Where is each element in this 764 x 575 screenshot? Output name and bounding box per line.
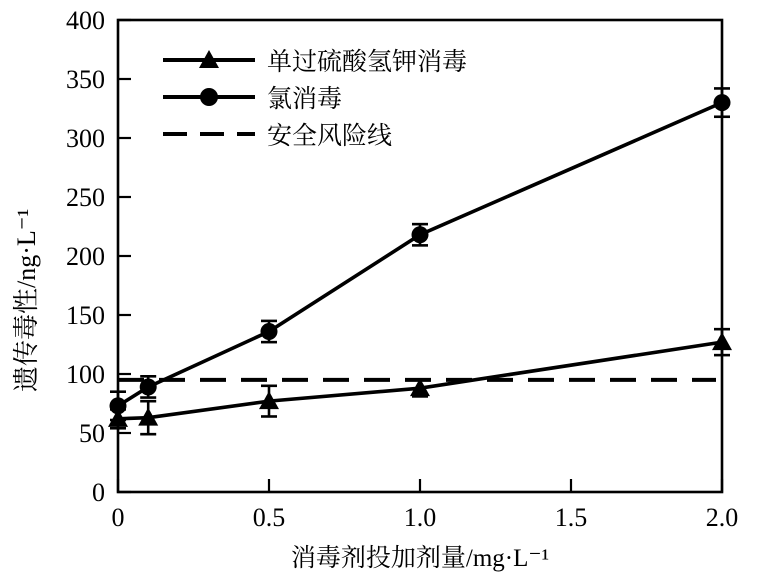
y-tick-label: 400 (66, 6, 105, 35)
y-tick-label: 300 (66, 124, 105, 153)
y-tick-label: 100 (66, 360, 105, 389)
legend-item-safety-line (163, 115, 467, 152)
circle-line-sample-icon (163, 85, 255, 109)
y-tick-label: 350 (66, 65, 105, 94)
x-tick-label: 1.5 (554, 503, 588, 532)
x-tick-label: 1.0 (403, 503, 437, 532)
y-tick-label: 150 (66, 301, 105, 330)
x-tick-label: 2.0 (705, 503, 739, 532)
data-point-circle-chlorine (714, 94, 731, 111)
y-tick-label: 200 (66, 242, 105, 271)
legend-item-pms (163, 41, 467, 78)
x-axis-label: 消毒剂投加剂量/mg·L⁻¹ (290, 545, 550, 572)
legend (163, 41, 467, 152)
y-tick-label: 0 (92, 478, 105, 507)
triangle-line-sample-icon (163, 48, 255, 72)
x-tick-label: 0.5 (252, 503, 286, 532)
data-point-circle-chlorine (261, 323, 278, 340)
y-axis-label: 遗传毒性/ng·L⁻¹ (12, 208, 41, 392)
legend-label-chlorine: 氯消毒 (267, 85, 343, 113)
data-point-circle-chlorine (140, 378, 157, 395)
data-point-circle-chlorine (412, 226, 429, 243)
legend-label-pms: 单过硫酸氢钾消毒 (267, 48, 468, 76)
legend-item-chlorine (163, 78, 467, 115)
y-tick-label: 250 (66, 183, 105, 212)
dashed-line-sample-icon (163, 122, 255, 146)
data-point-circle-chlorine (110, 397, 127, 414)
y-tick-label: 50 (79, 419, 105, 448)
x-tick-label: 0 (111, 503, 125, 532)
data-point-triangle-pms (712, 332, 732, 350)
legend-label-safety-line: 安全风险线 (267, 122, 393, 150)
